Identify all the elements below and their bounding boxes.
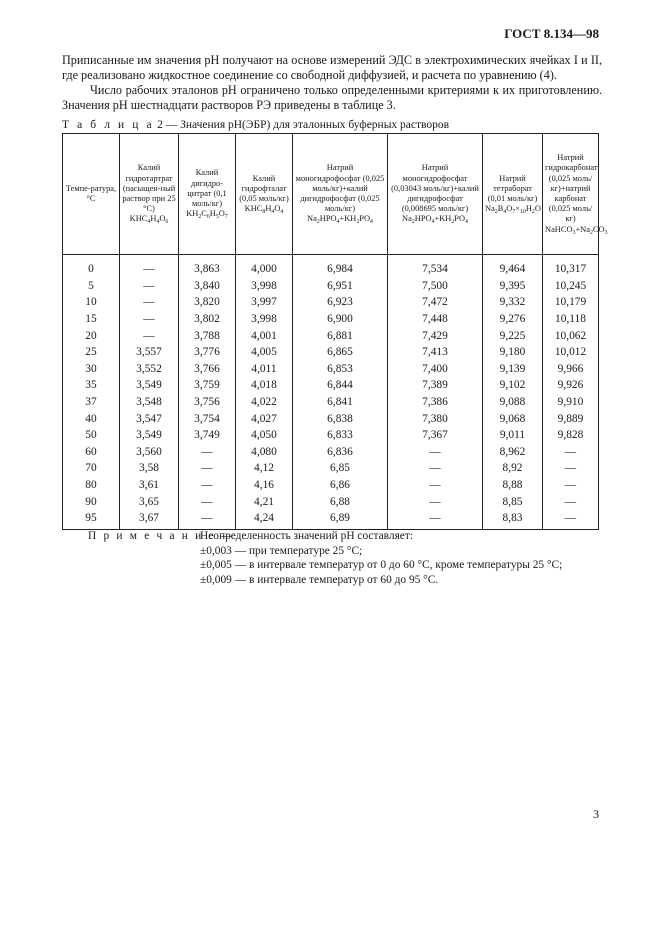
ph-value-cell: 9,139 — [483, 361, 543, 378]
intro-paragraph-1: Приписанные им значения pH получают на основе измерений ЭДС в электрохимических ячейках I и II, где реализовано жидкостное соединение со свободной диффузией, и расчета по уравнению (4). — [62, 53, 602, 82]
ph-value-cell: 4,018 — [236, 377, 293, 394]
table-row — [63, 444, 599, 461]
note-line: ±0,003 — при температуре 25 °С; — [200, 544, 363, 557]
temperature-cell: 40 — [63, 410, 120, 427]
ph-value-cell: 6,86 — [293, 477, 388, 494]
formula: $Na_2HPO_4+KH_2PO_4$ — [307, 214, 373, 226]
ph-value-cell: 4,24 — [236, 510, 293, 529]
ph-value-cell: 3,65 — [120, 493, 179, 510]
temperature-cell: 20 — [63, 327, 120, 344]
ph-value-cell: 9,225 — [483, 327, 543, 344]
temperature-cell: 5 — [63, 278, 120, 295]
ph-value-cell: — — [543, 444, 599, 461]
table-caption-text: 2 — Значения pH(ЭБР) для эталонных буферных растворов — [157, 119, 450, 131]
table-row — [63, 255, 599, 278]
header-temperature: Темпе-ратура, °С — [63, 134, 120, 255]
note-lines — [200, 529, 600, 587]
temperature-cell: 15 — [63, 311, 120, 328]
ph-value-cell: 9,276 — [483, 311, 543, 328]
ph-value-cell: 10,118 — [543, 311, 599, 328]
ph-value-cell: 7,448 — [388, 311, 483, 328]
table-row — [63, 493, 599, 510]
formula: $Na_2B_4O_7\times_{10}H_2O$ — [485, 204, 541, 216]
ph-value-cell: 9,011 — [483, 427, 543, 444]
table-row — [63, 327, 599, 344]
temperature-cell: 90 — [63, 493, 120, 510]
temperature-cell: 80 — [63, 477, 120, 494]
ph-value-cell: 4,005 — [236, 344, 293, 361]
ph-value-cell: 3,552 — [120, 361, 179, 378]
header-phosphate-buffer-2: Натрий моногидрофосфат (0,03043 моль/кг)+калий дигидрофосфат (0,008695 моль/кг) $Na_2HPO_4+KH_2PO_4$ — [388, 134, 483, 255]
table-row — [63, 427, 599, 444]
temperature-cell: 10 — [63, 294, 120, 311]
ph-value-cell: 7,400 — [388, 361, 483, 378]
ph-value-cell: 9,088 — [483, 394, 543, 411]
temperature-cell: 37 — [63, 394, 120, 411]
ph-value-cell: 7,389 — [388, 377, 483, 394]
temperature-cell: 60 — [63, 444, 120, 461]
ph-value-cell: 3,548 — [120, 394, 179, 411]
ph-value-cell: 3,766 — [179, 361, 236, 378]
ph-value-cell: 10,245 — [543, 278, 599, 295]
ph-value-cell: — — [120, 278, 179, 295]
intro-text — [62, 53, 602, 113]
ph-value-cell: 10,317 — [543, 255, 599, 278]
temperature-cell: 25 — [63, 344, 120, 361]
formula: $Na_2HPO_4+KH_2PO_4$ — [402, 214, 468, 226]
ph-value-cell: 6,865 — [293, 344, 388, 361]
ph-value-cell: — — [388, 444, 483, 461]
ph-value-cell: 3,788 — [179, 327, 236, 344]
ph-value-cell: — — [543, 510, 599, 529]
ph-value-cell: — — [179, 493, 236, 510]
ph-value-cell: 7,429 — [388, 327, 483, 344]
ph-value-cell: 3,756 — [179, 394, 236, 411]
ph-value-cell: 3,863 — [179, 255, 236, 278]
temperature-cell: 70 — [63, 460, 120, 477]
ph-value-cell: 4,027 — [236, 410, 293, 427]
ph-value-cell: 7,472 — [388, 294, 483, 311]
ph-value-cell: 6,984 — [293, 255, 388, 278]
ph-value-cell: 3,557 — [120, 344, 179, 361]
ph-value-cell: 3,998 — [236, 278, 293, 295]
ph-value-cell: 4,050 — [236, 427, 293, 444]
ph-value-cell: 3,840 — [179, 278, 236, 295]
ph-value-cell: 4,080 — [236, 444, 293, 461]
note-line: ±0,005 — в интервале температур от 0 до 60 °С, кроме температуры 25 °С; — [200, 559, 563, 571]
table-row — [63, 477, 599, 494]
ph-value-cell: 3,998 — [236, 311, 293, 328]
ph-value-cell: 3,549 — [120, 427, 179, 444]
ph-value-cell: — — [543, 493, 599, 510]
header-phosphate-buffer-1: Натрий моногидрофосфат (0,025 моль/кг)+калий дигидрофосфат (0,025 моль/кг) $Na_2HPO_4+KH_2PO_4$ — [293, 134, 388, 255]
document-code: ГОСТ 8.134—98 — [504, 26, 599, 41]
ph-value-cell: — — [388, 477, 483, 494]
ph-value-cell: 3,61 — [120, 477, 179, 494]
ph-value-cell: 6,900 — [293, 311, 388, 328]
ph-value-cell: 3,820 — [179, 294, 236, 311]
table-row — [63, 278, 599, 295]
ph-value-cell: 3,997 — [236, 294, 293, 311]
ph-value-cell: 9,102 — [483, 377, 543, 394]
table-row — [63, 410, 599, 427]
table-row — [63, 510, 599, 529]
ph-value-cell: 6,836 — [293, 444, 388, 461]
note-line: ±0,009 — в интервале температур от 60 до 95 °С. — [200, 573, 439, 586]
ph-value-cell: — — [120, 294, 179, 311]
ph-value-cell: 4,21 — [236, 493, 293, 510]
ph-value-cell: 7,367 — [388, 427, 483, 444]
header-potassium-hydrogen-phthalate: Калий гидрофталат (0,05 моль/кг) $KHC_8H_4O_4$ — [236, 134, 293, 255]
ph-value-cell: 6,88 — [293, 493, 388, 510]
ph-value-cell: 8,83 — [483, 510, 543, 529]
ph-value-cell: 3,547 — [120, 410, 179, 427]
formula: $KH_2C_6H_5O_7$ — [186, 209, 228, 221]
ph-value-cell: — — [120, 255, 179, 278]
table-caption — [62, 119, 449, 131]
table-row — [63, 294, 599, 311]
ph-value-cell: 4,16 — [236, 477, 293, 494]
ph-value-cell: 3,58 — [120, 460, 179, 477]
table-row — [63, 344, 599, 361]
ph-value-cell: — — [543, 460, 599, 477]
ph-value-cell: 9,068 — [483, 410, 543, 427]
header-potassium-dihydrogen-citrate: Калий дигидро-цитрат (0,1 моль/кг) $KH_2C_6H_5O_7$ — [179, 134, 236, 255]
header-carbonate-buffer: Натрий гидрокарбонат (0,025 моль/кг)+натрий карбонат (0,025 моль/кг) $NaHCO_3+Na_2CO_3$ — [543, 134, 599, 255]
temperature-cell: 0 — [63, 255, 120, 278]
ph-value-cell: 6,881 — [293, 327, 388, 344]
temperature-cell: 95 — [63, 510, 120, 529]
ph-value-cell: — — [179, 510, 236, 529]
table-header-row — [63, 134, 599, 255]
ph-value-cell: 3,759 — [179, 377, 236, 394]
ph-value-cell: — — [120, 311, 179, 328]
page-number: 3 — [593, 807, 599, 821]
formula: $NaHCO_3+Na_2CO_3$ — [545, 224, 608, 236]
ph-value-cell: 10,179 — [543, 294, 599, 311]
ph-value-cell: — — [543, 477, 599, 494]
ph-value-cell: 3,67 — [120, 510, 179, 529]
table-caption-label: Т а б л и ц а — [62, 119, 155, 131]
ph-value-cell: 9,966 — [543, 361, 599, 378]
ph-value-cell: 6,923 — [293, 294, 388, 311]
ph-value-cell: 7,413 — [388, 344, 483, 361]
table-row — [63, 460, 599, 477]
ph-value-cell: 7,380 — [388, 410, 483, 427]
buffer-ph-table — [62, 133, 608, 530]
ph-value-cell: 9,180 — [483, 344, 543, 361]
ph-value-cell: 4,011 — [236, 361, 293, 378]
temperature-cell: 30 — [63, 361, 120, 378]
ph-value-cell: 3,749 — [179, 427, 236, 444]
ph-value-cell: 6,844 — [293, 377, 388, 394]
temperature-cell: 35 — [63, 377, 120, 394]
ph-value-cell: 4,000 — [236, 255, 293, 278]
table-body — [63, 255, 599, 530]
ph-value-cell: 9,926 — [543, 377, 599, 394]
table-row — [63, 361, 599, 378]
ph-value-cell: 4,022 — [236, 394, 293, 411]
table-row — [63, 311, 599, 328]
ph-value-cell: 8,85 — [483, 493, 543, 510]
ph-value-cell: 8,88 — [483, 477, 543, 494]
ph-value-cell: — — [179, 444, 236, 461]
ph-value-cell: — — [388, 493, 483, 510]
header-sodium-tetraborate: Натрий тетраборат (0,01 моль/кг) $Na_2B_4O_7\times_{10}H_2O$ — [483, 134, 543, 255]
intro-paragraph-2: Число рабочих эталонов pH ограничено только определенными критериями к их приготовлению. Значения pH шестнадцати растворов РЭ приведены в таблице 3. — [62, 83, 602, 112]
ph-value-cell: 3,549 — [120, 377, 179, 394]
ph-value-cell: 3,776 — [179, 344, 236, 361]
note-label: П р и м е ч а н и е — — [88, 530, 235, 542]
ph-value-cell: 3,560 — [120, 444, 179, 461]
ph-value-cell: 9,395 — [483, 278, 543, 295]
ph-value-cell: 3,754 — [179, 410, 236, 427]
ph-value-cell: — — [388, 460, 483, 477]
ph-value-cell: 8,962 — [483, 444, 543, 461]
ph-value-cell: 9,332 — [483, 294, 543, 311]
ph-value-cell: 9,828 — [543, 427, 599, 444]
ph-value-cell: 6,853 — [293, 361, 388, 378]
ph-value-cell: 9,910 — [543, 394, 599, 411]
ph-value-cell: 6,951 — [293, 278, 388, 295]
ph-value-cell: 7,534 — [388, 255, 483, 278]
ph-value-cell: 10,062 — [543, 327, 599, 344]
ph-value-cell: 7,500 — [388, 278, 483, 295]
ph-value-cell: 4,12 — [236, 460, 293, 477]
ph-value-cell: 6,85 — [293, 460, 388, 477]
ph-value-cell: — — [179, 477, 236, 494]
ph-value-cell: 6,838 — [293, 410, 388, 427]
ph-value-cell: 6,833 — [293, 427, 388, 444]
ph-value-cell: — — [388, 510, 483, 529]
ph-value-cell: 3,802 — [179, 311, 236, 328]
header-potassium-hydrogen-tartrate: Калий гидротартрат (пасыщен-ный раствор при 25 °С) $KHC_4H_4O_6$ — [120, 134, 179, 255]
ph-value-cell: 4,001 — [236, 327, 293, 344]
ph-value-cell: 8,92 — [483, 460, 543, 477]
formula: $KHC_8H_4O_4$ — [244, 204, 284, 216]
ph-value-cell: — — [120, 327, 179, 344]
ph-value-cell: 10,012 — [543, 344, 599, 361]
ph-value-cell: 9,889 — [543, 410, 599, 427]
ph-value-cell: 6,89 — [293, 510, 388, 529]
ph-value-cell: — — [179, 460, 236, 477]
note-line: Неопределенность значений pH составляет: — [200, 530, 414, 542]
ph-value-cell: 7,386 — [388, 394, 483, 411]
table-row — [63, 394, 599, 411]
formula: $KHC_4H_4O_6$ — [129, 214, 169, 226]
table-row — [63, 377, 599, 394]
temperature-cell: 50 — [63, 427, 120, 444]
ph-value-cell: 6,841 — [293, 394, 388, 411]
ph-value-cell: 9,464 — [483, 255, 543, 278]
